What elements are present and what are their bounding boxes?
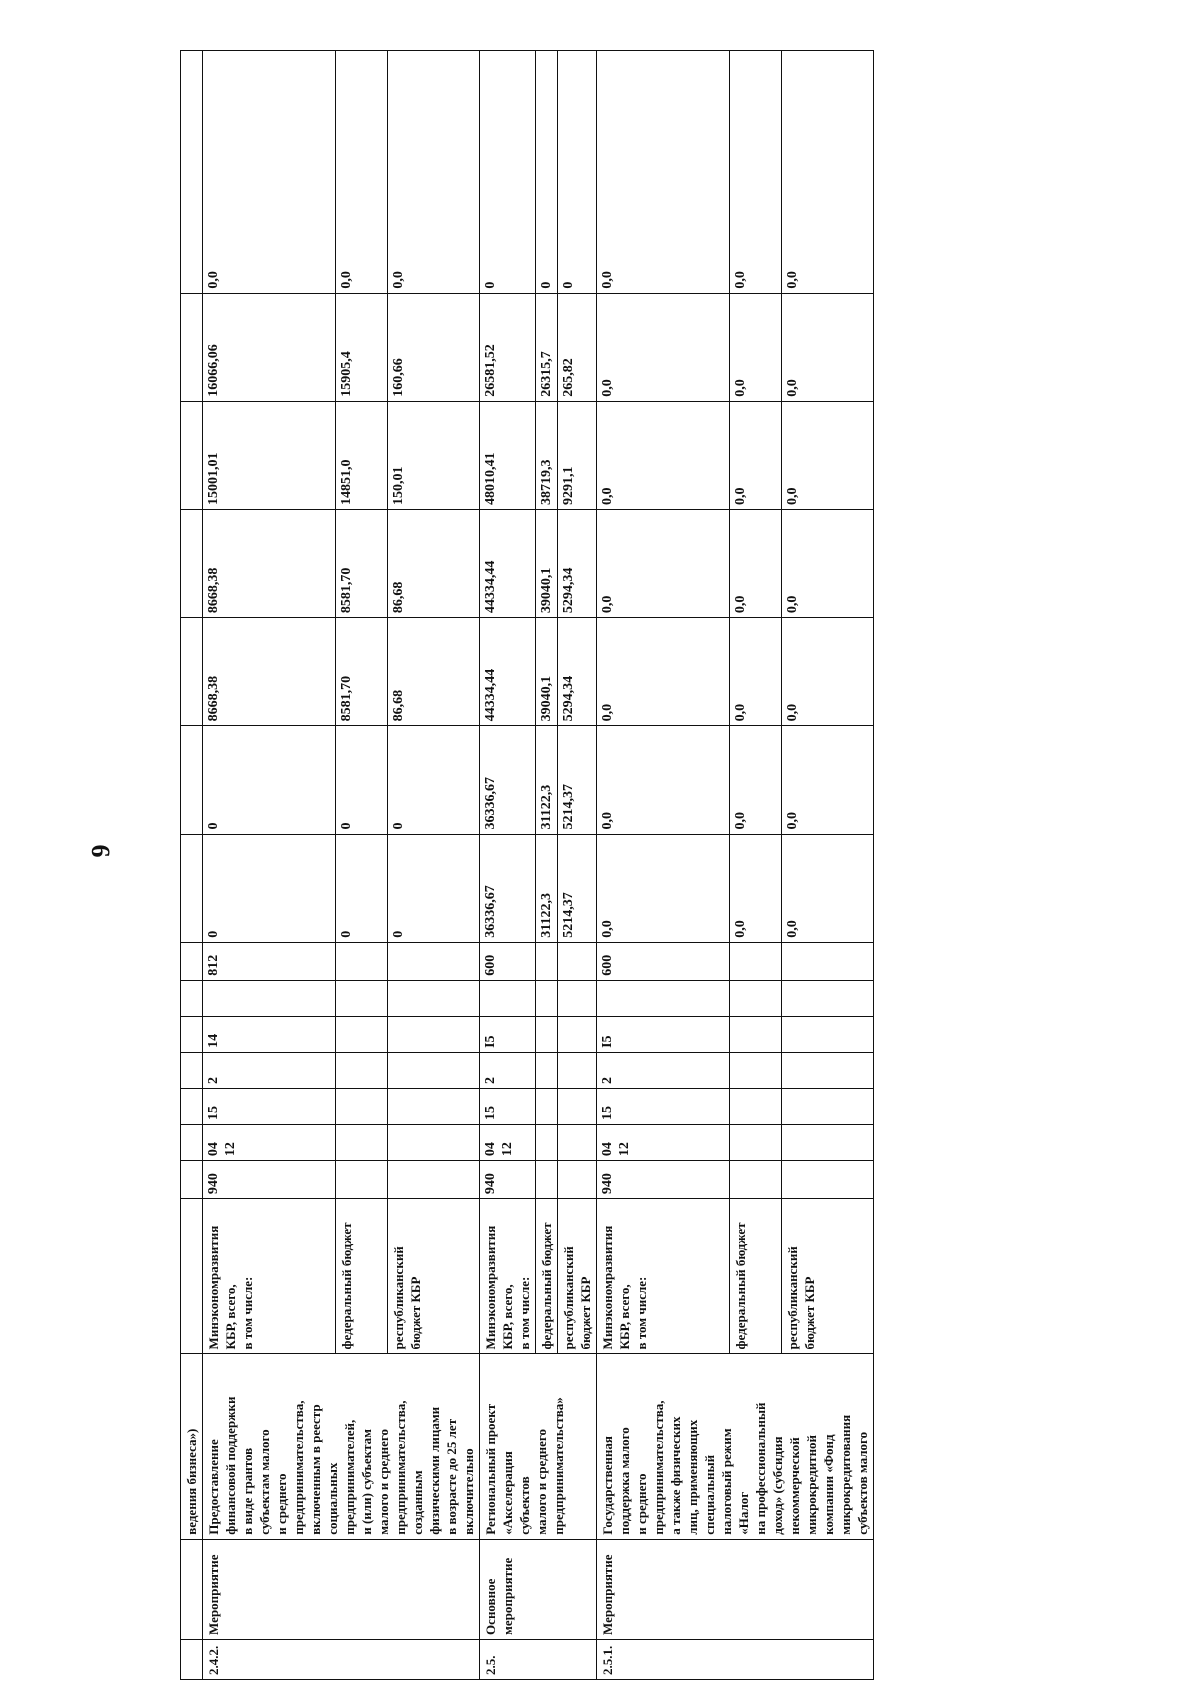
header-continuation-row xyxy=(181,51,203,1680)
value-cell: 86,68 xyxy=(387,618,479,726)
value-cell: 160,66 xyxy=(387,293,479,401)
value-cell: 0,0 xyxy=(335,51,387,294)
code-empty xyxy=(387,942,479,980)
section-type: Мероприятие xyxy=(203,1539,480,1639)
code-empty xyxy=(536,980,558,1016)
code-cs4 xyxy=(203,980,336,1016)
code-empty xyxy=(536,1052,558,1088)
code-empty xyxy=(729,1016,781,1052)
code-empty xyxy=(387,1125,479,1161)
value-cell: 0,0 xyxy=(781,726,873,834)
value-cell: 5294,34 xyxy=(558,509,597,617)
value-cell: 31122,3 xyxy=(536,834,558,942)
code-rz: 04 12 xyxy=(597,1125,730,1161)
value-cell: 16066,06 xyxy=(203,293,336,401)
value-cell: 8668,38 xyxy=(203,509,336,617)
value-cell: 0,0 xyxy=(729,293,781,401)
value-cell: 0,0 xyxy=(597,401,730,509)
value-cell: 0,0 xyxy=(729,618,781,726)
code-empty xyxy=(335,942,387,980)
value-cell: 0,0 xyxy=(597,293,730,401)
value-cell: 26315,7 xyxy=(536,293,558,401)
code-empty xyxy=(781,1088,873,1124)
header-continuation-text: ведения бизнеса») xyxy=(181,1354,203,1539)
code-empty xyxy=(335,1016,387,1052)
value-cell: 0,0 xyxy=(781,51,873,294)
value-cell: 26581,52 xyxy=(480,293,536,401)
value-cell: 0,0 xyxy=(597,834,730,942)
value-cell: 44334,44 xyxy=(480,509,536,617)
code-empty xyxy=(729,1125,781,1161)
value-cell: 14851,0 xyxy=(335,401,387,509)
value-cell: 48010,41 xyxy=(480,401,536,509)
value-cell: 15905,4 xyxy=(335,293,387,401)
code-empty xyxy=(536,1161,558,1199)
value-cell: 0,0 xyxy=(597,51,730,294)
value-cell: 0,0 xyxy=(781,401,873,509)
funding-source: республиканский бюджет КБР xyxy=(387,1199,479,1354)
code-cs3: 14 xyxy=(203,1016,336,1052)
value-cell: 8581,70 xyxy=(335,618,387,726)
code-empty xyxy=(781,980,873,1016)
funding-source: республиканский бюджет КБР xyxy=(781,1199,873,1354)
value-cell: 150,01 xyxy=(387,401,479,509)
value-cell: 15001,01 xyxy=(203,401,336,509)
value-cell: 44334,44 xyxy=(480,618,536,726)
code-cs4 xyxy=(597,980,730,1016)
code-pr: 15 xyxy=(203,1088,336,1124)
code-cs4 xyxy=(480,980,536,1016)
code-empty xyxy=(781,1052,873,1088)
code-empty xyxy=(387,1016,479,1052)
code-vr: 600 xyxy=(597,942,730,980)
value-cell: 36336,67 xyxy=(480,834,536,942)
code-empty xyxy=(781,1161,873,1199)
code-empty xyxy=(558,1088,597,1124)
value-cell: 39040,1 xyxy=(536,509,558,617)
value-cell: 5214,37 xyxy=(558,726,597,834)
code-empty xyxy=(335,1052,387,1088)
code-empty xyxy=(387,980,479,1016)
funding-source: Минэкономразвития КБР, всего, в том числе: xyxy=(597,1199,730,1354)
code-empty xyxy=(781,1016,873,1052)
value-cell: 0,0 xyxy=(781,618,873,726)
table-row xyxy=(480,51,536,1680)
section-number: 2.5. xyxy=(480,1639,597,1679)
code-empty xyxy=(335,1161,387,1199)
code-empty xyxy=(536,1088,558,1124)
code-rz: 04 12 xyxy=(480,1125,536,1161)
value-cell: 0,0 xyxy=(781,834,873,942)
code-empty xyxy=(558,1125,597,1161)
value-cell: 0,0 xyxy=(387,51,479,294)
value-cell: 0,0 xyxy=(203,51,336,294)
value-cell: 8668,38 xyxy=(203,618,336,726)
funding-source: федеральный бюджет xyxy=(335,1199,387,1354)
section-name: Предоставление финансовой поддержки в виде грантов субъектам малого и среднего предпринимательства, включенным в реестр социальных предпринимателей, и (или) субъектам малого и среднего предпринимательства, созданным физическими лицами в возрасте до 25 лет включительно xyxy=(203,1354,480,1539)
code-pr: 15 xyxy=(597,1088,730,1124)
code-empty xyxy=(729,1161,781,1199)
code-cs3: I5 xyxy=(597,1016,730,1052)
funding-source: федеральный бюджет xyxy=(536,1199,558,1354)
code-cs3: I5 xyxy=(480,1016,536,1052)
page-number: 6 xyxy=(86,844,115,858)
code-empty xyxy=(536,942,558,980)
section-type: Основное мероприятие xyxy=(480,1539,597,1639)
code-empty xyxy=(558,1016,597,1052)
code-empty xyxy=(729,1052,781,1088)
value-cell: 8581,70 xyxy=(335,509,387,617)
value-cell: 0,0 xyxy=(729,401,781,509)
value-cell: 36336,67 xyxy=(480,726,536,834)
value-cell: 0,0 xyxy=(781,293,873,401)
value-cell: 0 xyxy=(387,834,479,942)
funding-source: Минэкономразвития КБР, всего, в том числе: xyxy=(480,1199,536,1354)
section-name: Государственная поддержка малого и среднего предпринимательства, а также физических лиц, применяющих специальный налоговый режим «Налог на профессиональный доход» (субсидия некоммерческой микрокредитной компании «Фонд микрокредитования субъектов малого xyxy=(597,1354,874,1539)
code-empty xyxy=(335,1125,387,1161)
value-cell: 0 xyxy=(480,51,536,294)
code-empty xyxy=(536,1125,558,1161)
code-empty xyxy=(781,1125,873,1161)
code-empty xyxy=(729,942,781,980)
code-empty xyxy=(536,1016,558,1052)
value-cell: 0 xyxy=(203,726,336,834)
funding-source: республиканский бюджет КБР xyxy=(558,1199,597,1354)
code-grbs: 940 xyxy=(203,1161,336,1199)
code-cs2: 2 xyxy=(203,1052,336,1088)
table-row xyxy=(597,51,730,1680)
value-cell: 265,82 xyxy=(558,293,597,401)
code-empty xyxy=(729,1088,781,1124)
value-cell: 39040,1 xyxy=(536,618,558,726)
value-cell: 0,0 xyxy=(597,618,730,726)
code-vr: 812 xyxy=(203,942,336,980)
code-empty xyxy=(558,980,597,1016)
value-cell: 0 xyxy=(203,834,336,942)
section-number: 2.5.1. xyxy=(597,1639,874,1679)
value-cell: 0 xyxy=(536,51,558,294)
code-empty xyxy=(387,1088,479,1124)
code-empty xyxy=(335,980,387,1016)
value-cell: 0,0 xyxy=(781,509,873,617)
rotated-table-container xyxy=(180,50,1180,1680)
code-grbs: 940 xyxy=(480,1161,536,1199)
value-cell: 0 xyxy=(387,726,479,834)
value-cell: 38719,3 xyxy=(536,401,558,509)
code-empty xyxy=(729,980,781,1016)
code-empty xyxy=(558,1052,597,1088)
funding-source: федеральный бюджет xyxy=(729,1199,781,1354)
budget-table xyxy=(180,50,874,1680)
value-cell: 5294,34 xyxy=(558,618,597,726)
value-cell: 0,0 xyxy=(729,51,781,294)
code-empty xyxy=(558,942,597,980)
value-cell: 9291,1 xyxy=(558,401,597,509)
section-number: 2.4.2. xyxy=(203,1639,480,1679)
value-cell: 0,0 xyxy=(729,509,781,617)
code-empty xyxy=(335,1088,387,1124)
value-cell: 0,0 xyxy=(597,726,730,834)
code-vr: 600 xyxy=(480,942,536,980)
value-cell: 0,0 xyxy=(729,726,781,834)
value-cell: 31122,3 xyxy=(536,726,558,834)
section-type: Мероприятие xyxy=(597,1539,874,1639)
value-cell: 86,68 xyxy=(387,509,479,617)
code-pr: 15 xyxy=(480,1088,536,1124)
code-empty xyxy=(558,1161,597,1199)
value-cell: 5214,37 xyxy=(558,834,597,942)
table-row xyxy=(203,51,336,1680)
code-empty xyxy=(387,1161,479,1199)
funding-source: Минэкономразвития КБР, всего, в том числе: xyxy=(203,1199,336,1354)
code-rz: 04 12 xyxy=(203,1125,336,1161)
value-cell: 0,0 xyxy=(729,834,781,942)
code-grbs: 940 xyxy=(597,1161,730,1199)
value-cell: 0 xyxy=(335,726,387,834)
code-cs2: 2 xyxy=(480,1052,536,1088)
value-cell: 0 xyxy=(558,51,597,294)
code-cs2: 2 xyxy=(597,1052,730,1088)
code-empty xyxy=(781,942,873,980)
value-cell: 0,0 xyxy=(597,509,730,617)
code-empty xyxy=(387,1052,479,1088)
value-cell: 0 xyxy=(335,834,387,942)
section-name: Региональный проект «Акселерация субъектов малого и среднего предпринимательства» xyxy=(480,1354,597,1539)
